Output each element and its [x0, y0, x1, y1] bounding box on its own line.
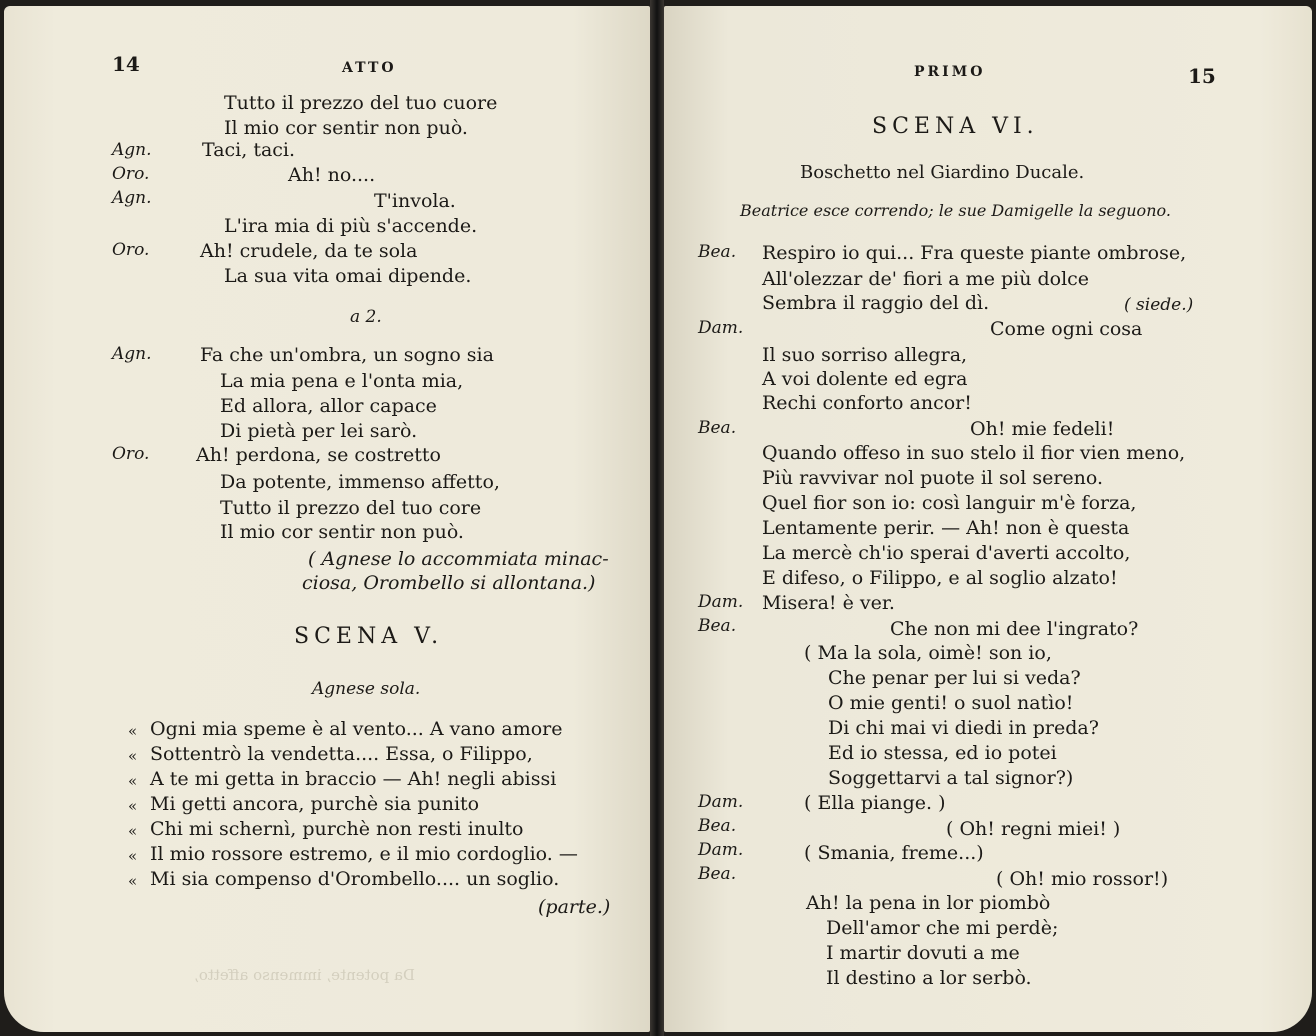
speaker-label: Dam. — [698, 592, 744, 612]
verse-line: Di pietà per lei sarò. — [220, 420, 418, 442]
right-page — [664, 6, 1312, 1032]
verse-line: La sua vita omai dipende. — [224, 265, 472, 287]
quote-mark: « — [128, 822, 138, 840]
speaker-label: Bea. — [698, 816, 737, 836]
verse-line: Ah! no.... — [288, 164, 376, 186]
speaker-label: Agn. — [112, 344, 152, 364]
verse-line: Sottentrò la vendetta.... Essa, o Filippo, — [150, 743, 533, 765]
verse-line: La mia pena e l'onta mia, — [220, 370, 464, 392]
verse-line: Ah! perdona, se costretto — [196, 444, 441, 466]
verse-line: Respiro io qui... Fra queste piante ombrose, — [762, 242, 1187, 264]
verse-line: Ed allora, allor capace — [220, 395, 437, 417]
verse-line: Taci, taci. — [202, 139, 296, 161]
verse-line: Da potente, immenso affetto, — [220, 471, 500, 493]
verse-line: Più ravvivar nol puote il sol sereno. — [762, 467, 1104, 489]
verse-line: Rechi conforto ancor! — [762, 392, 972, 414]
speaker-label: Dam. — [698, 840, 744, 860]
verse-line: Tutto il prezzo del tuo cuore — [224, 92, 498, 114]
verse-line: Quando offeso in suo stelo il fior vien meno, — [762, 442, 1186, 464]
speaker-label: Agn. — [112, 188, 152, 208]
quote-mark: « — [128, 847, 138, 865]
verse-line: Quel fior son io: così languir m'è forza, — [762, 492, 1137, 514]
verse-line: ( Ella piange. ) — [804, 792, 946, 814]
verse-line: Lentamente perir. — Ah! non è questa — [762, 517, 1130, 539]
scene-setting: Boschetto nel Giardino Ducale. — [800, 162, 1085, 183]
speaker-label: Oro. — [112, 240, 150, 260]
stage-direction: ( Agnese lo accommiata minac- — [308, 548, 609, 570]
verse-line: Mi getti ancora, purchè sia punito — [150, 793, 480, 815]
speaker-label: Dam. — [698, 318, 744, 338]
quote-mark: « — [128, 797, 138, 815]
verse-line: ( Oh! mio rossor!) — [996, 868, 1169, 890]
verse-line: E difeso, o Filippo, e al soglio alzato! — [762, 567, 1118, 589]
speaker-label: Oro. — [112, 164, 150, 184]
speaker-label: Dam. — [698, 792, 744, 812]
verse-line: La mercè ch'io sperai d'averti accolto, — [762, 542, 1131, 564]
running-head: PRIMO — [914, 64, 986, 80]
quote-mark: « — [128, 747, 138, 765]
verse-line: Di chi mai vi diedi in preda? — [828, 717, 1099, 739]
verse-line: Che penar per lui si veda? — [828, 667, 1081, 689]
verse-line: T'invola. — [374, 190, 456, 212]
verse-line: L'ira mia di più s'accende. — [224, 215, 478, 237]
verse-line: Sembra il raggio del dì. — [762, 292, 990, 314]
verse-line: Mi sia compenso d'Orombello.... un soglio. — [150, 868, 560, 890]
scene-title: SCENA V. — [294, 624, 444, 649]
verse-line: Il mio cor sentir non può. — [224, 117, 468, 139]
show-through-text: Da potente, immenso affetto, — [194, 966, 415, 984]
running-head: ATTO — [342, 60, 397, 76]
speaker-label: Bea. — [698, 418, 737, 438]
scene-subtitle: Agnese sola. — [312, 679, 421, 699]
book-gutter — [650, 0, 664, 1036]
verse-line: Tutto il prezzo del tuo core — [220, 497, 482, 519]
verse-line: Il destino a lor serbò. — [826, 967, 1032, 989]
page-number: 15 — [1188, 64, 1216, 88]
verse-line: Il mio cor sentir non può. — [220, 521, 464, 543]
verse-line: ( Oh! regni miei! ) — [946, 818, 1121, 840]
verse-line: Dell'amor che mi perdè; — [826, 917, 1059, 939]
verse-line: ( Smania, freme...) — [804, 842, 984, 864]
verse-line: Ogni mia speme è al vento... A vano amore — [150, 718, 563, 740]
speaker-label: Bea. — [698, 616, 737, 636]
quote-mark: « — [128, 772, 138, 790]
verse-line: Fa che un'ombra, un sogno sia — [200, 344, 494, 366]
verse-line: Che non mi dee l'ingrato? — [890, 618, 1139, 640]
stage-direction: Beatrice esce correndo; le sue Damigelle la seguono. — [740, 201, 1171, 220]
stage-direction: ( siede.) — [1124, 295, 1194, 315]
speaker-label: Bea. — [698, 864, 737, 884]
stage-direction: ciosa, Orombello si allontana.) — [302, 572, 596, 594]
quote-mark: « — [128, 722, 138, 740]
verse-line: O mie genti! o suol natìo! — [828, 692, 1074, 714]
speaker-label: Bea. — [698, 242, 737, 262]
verse-line: A voi dolente ed egra — [762, 368, 968, 390]
speaker-label: Oro. — [112, 444, 150, 464]
verse-line: Come ogni cosa — [990, 318, 1143, 340]
verse-line: Misera! è ver. — [762, 592, 895, 614]
verse-line: Oh! mie fedeli! — [970, 418, 1115, 440]
verse-line: Ed io stessa, ed io potei — [828, 742, 1057, 764]
verse-line: ( Ma la sola, oimè! son io, — [804, 642, 1052, 664]
quote-mark: « — [128, 872, 138, 890]
page-number: 14 — [112, 52, 140, 76]
a-due-marker: a 2. — [350, 307, 382, 327]
left-page — [4, 6, 650, 1032]
verse-line: All'olezzar de' fiori a me più dolce — [762, 268, 1090, 290]
verse-line: Il mio rossore estremo, e il mio cordoglio. — — [150, 843, 578, 865]
speaker-label: Agn. — [112, 140, 152, 160]
exit-direction: (parte.) — [538, 896, 611, 918]
verse-line: Ah! la pena in lor piombò — [806, 892, 1051, 914]
verse-line: Chi mi schernì, purchè non resti inulto — [150, 818, 524, 840]
scene-title: SCENA VI. — [872, 114, 1039, 139]
verse-line: Ah! crudele, da te sola — [200, 240, 418, 262]
verse-line: Soggettarvi a tal signor?) — [828, 767, 1074, 789]
verse-line: Il suo sorriso allegra, — [762, 344, 968, 366]
verse-line: I martir dovuti a me — [826, 942, 1020, 964]
verse-line: A te mi getta in braccio — Ah! negli abissi — [150, 768, 557, 790]
